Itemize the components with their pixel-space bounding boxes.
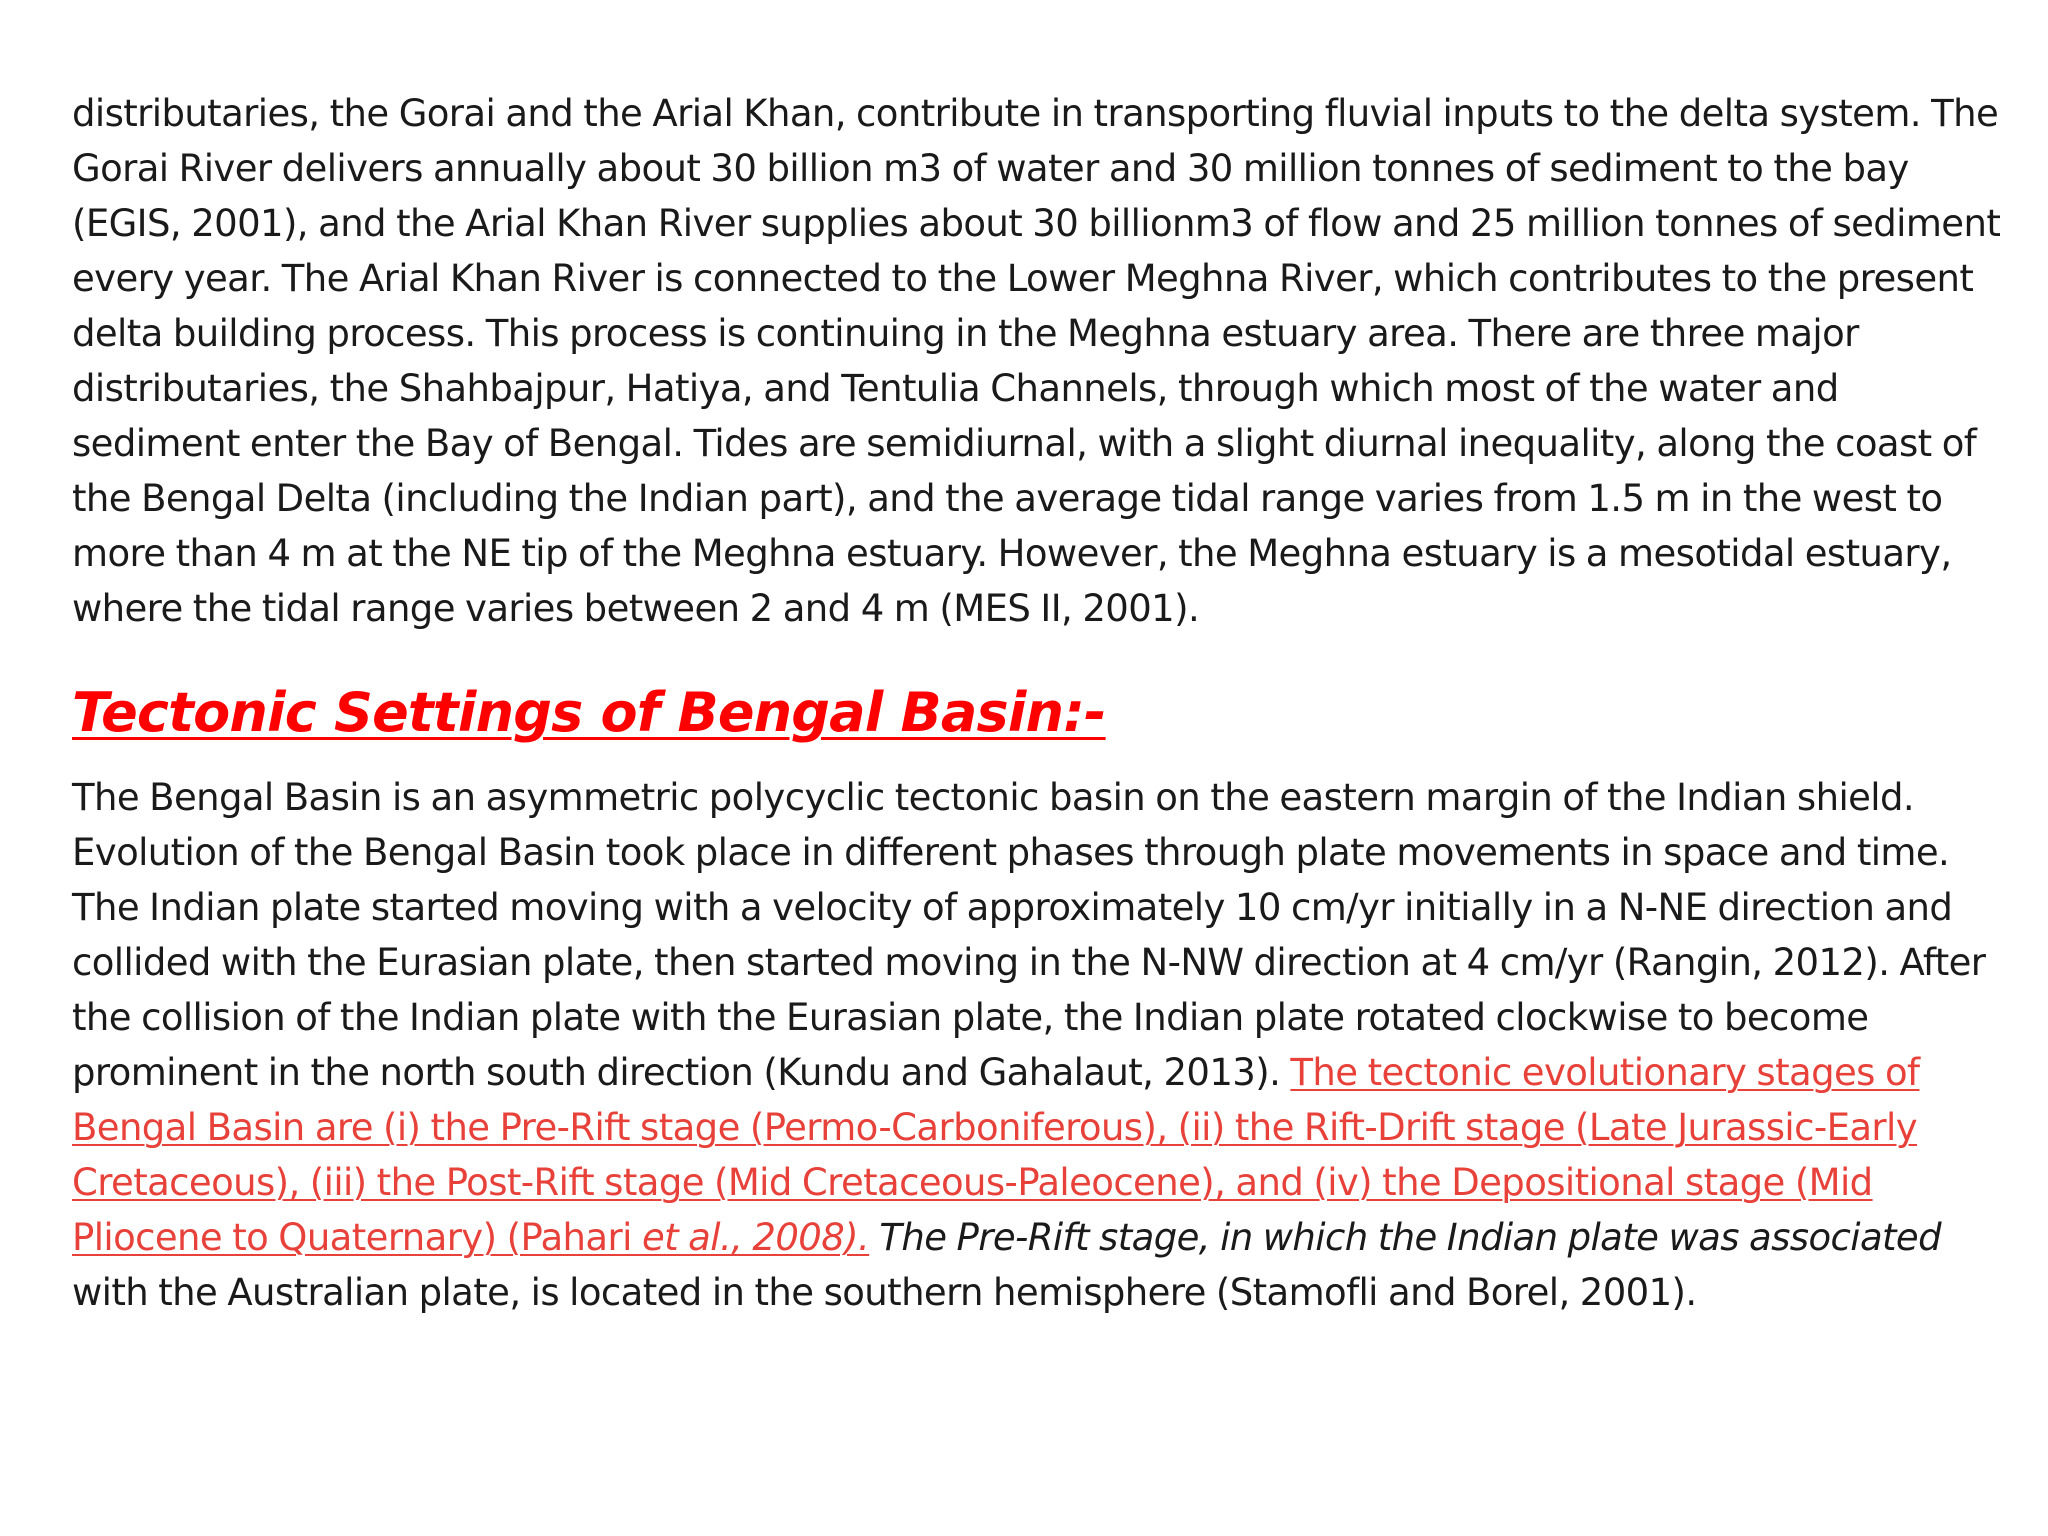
tectonic-intro-text: The Bengal Basin is an asymmetric polycyclic tectonic basin on the eastern margin of the Indian shield. Evolution of the Bengal Basin took place in different phases through plate movements in space and time. The Indian plate started moving with a velocity of approximately 10 cm/yr initially in a N-NE direction and collided with the Eurasian plate, then started moving in the N-NW direction at 4 cm/yr (Rangin, 2012). After the collision of the Indian plate with the Eurasian plate, the Indian plate rotated clockwise to become prominent in the north south direction (Kundu and Gahalaut, 2013). — [72, 776, 1986, 1094]
pre-rift-closing-text: with the Australian plate, is located in the southern hemisphere (Stamofli and Borel, 2001). — [72, 1271, 1697, 1314]
section-heading: Tectonic Settings of Bengal Basin:- — [72, 681, 1106, 744]
paragraph-delta-hydrology: distributaries, the Gorai and the Arial Khan, contribute in transporting fluvial inputs to the delta system. The Gorai River delivers annually about 30 billion m3 of water and 30 million tonnes of sediment to the bay (EGIS, 2001), and the Arial Khan River supplies about 30 billionm3 of flow and 25 million tonnes of sediment every year. The Arial Khan River is connected to the Lower Meghna River, which contributes to the present delta building process. This process is continuing in the Meghna estuary area. There are three major distributaries, the Shahbajpur, Hatiya, and Tentulia Channels, through which most of the water and sediment enter the Bay of Bengal. Tides are semidiurnal, with a slight diurnal inequality, along the coast of the Bengal Delta (including the Indian part), and the average tidal range varies from 1.5 m in the west to more than 4 m at the NE tip of the Meghna estuary. However, the Meghna estuary is a mesotidal estuary, where the tidal range varies between 2 and 4 m (MES II, 2001). — [72, 92, 2001, 630]
paragraph-tectonic-settings — [72, 770, 2012, 1320]
tectonic-stages-text: The tectonic evolutionary stages of Bengal Basin are (i) the Pre-Rift stage (Permo-Carboniferous), (ii) the Rift-Drift stage (Late Jurassic-Early Cretaceous), (iii) the Post-Rift stage (Mid Cretaceous-Paleocene), and (iv) the Depositional stage (Mid Pliocene to Quaternary) (Pahari — [72, 1051, 1920, 1259]
slide-content — [72, 86, 2012, 1320]
pre-rift-italic-text: The Pre-Rift stage, in which the Indian plate was associated — [869, 1216, 1941, 1259]
citation-et-al: et al., 2008). — [641, 1216, 870, 1259]
